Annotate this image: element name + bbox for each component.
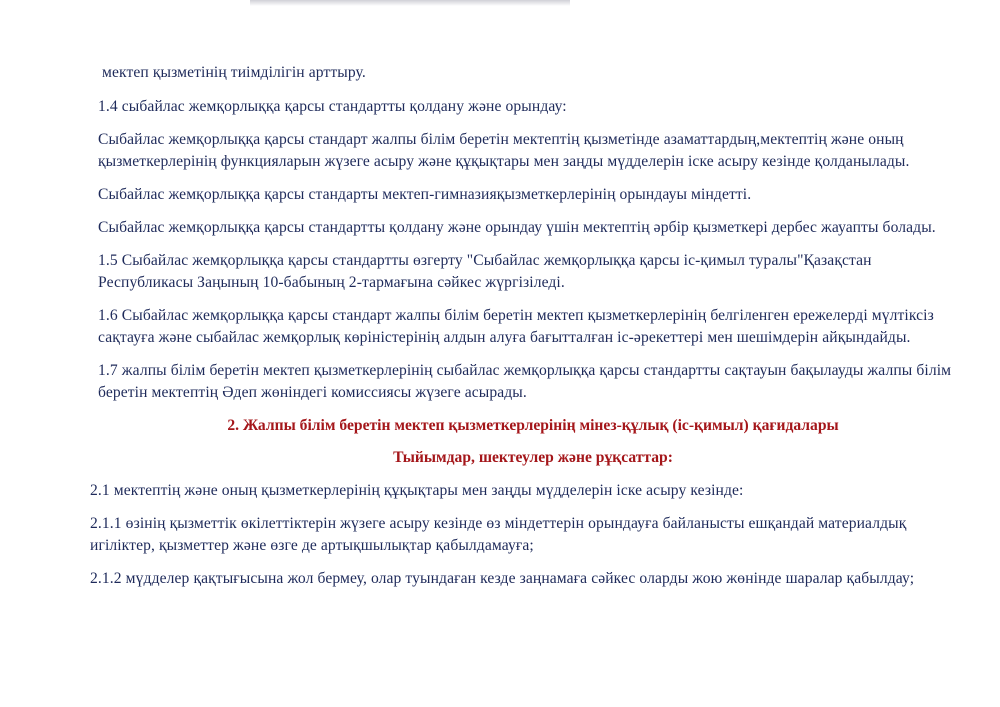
section-heading: 2. Жалпы білім беретін мектеп қызметкерлерінің мінез-құлық (іс-қимыл) қағидалары <box>227 417 839 434</box>
paragraph: 2.1.2 мүдделер қақтығысына жол бермеу, олар туындаған кезде заңнамаға сәйкес оларды жою жөнінде шаралар қабылдау; <box>90 570 915 587</box>
section-subheading: Тыйымдар, шектеулер және рұқсаттар: <box>393 449 673 466</box>
paragraph: Сыбайлас жемқорлыққа қарсы стандарт жалпы білім беретін мектептің қызметінде азаматтардың,мектептің және оның қызметкерлерінің функцияларын жүзеге асыру және құқықтары мен заңды мүдделерін іске асыру кезінде қолданылады. <box>98 131 910 170</box>
paragraph: 2.1 мектептің және оның қызметкерлерінің құқықтары мен заңды мүдделерін іске асыру кезінде: <box>90 482 744 499</box>
document-body <box>90 62 968 601</box>
paragraph: 1.7 жалпы білім беретін мектеп қызметкерлерінің сыбайлас жемқорлыққа қарсы стандартты сақтауын бақылауды жалпы білім беретін мектептің Әдеп жөніндегі комиссиясы жүзеге асырады. <box>98 362 952 401</box>
paragraph: Сыбайлас жемқорлыққа қарсы стандарты мектеп-гимназияқызметкерлерінің орындауы міндетті. <box>98 186 752 203</box>
paragraph: 2.1.1 өзінің қызметтік өкілеттіктерін жүзеге асыру кезінде өз міндеттерін орындауға байланысты ешқандай материалдық игіліктер, қызметтер және өзге де артықшылықтар қабылдамауға; <box>90 515 907 554</box>
paragraph: мектеп қызметінің тиімділігін арттыру. <box>102 64 366 81</box>
paragraph: 1.6 Сыбайлас жемқорлыққа қарсы стандарт жалпы білім беретін мектеп қызметкерлерінің белгіленген ережелерді мүлтіксіз сақтауға және сыбайлас жемқорлық көріністерінің алдын алуға бағытталған іс-әрекеттері мен шешімдерін айқындайды. <box>98 307 934 346</box>
paragraph: 1.4 сыбайлас жемқорлыққа қарсы стандартты қолдану және орындау: <box>98 98 567 115</box>
paragraph: Сыбайлас жемқорлыққа қарсы стандартты қолдану және орындау үшін мектептің әрбір қызметкері дербес жауапты болады. <box>98 219 936 236</box>
scan-artifact <box>250 0 570 6</box>
paragraph: 1.5 Сыбайлас жемқорлыққа қарсы стандартты өзгерту "Сыбайлас жемқорлыққа қарсы іс-қимыл туралы"Қазақстан Республикасы Заңының 10-бабының 2-тармағына сәйкес жүргізіледі. <box>98 252 872 291</box>
